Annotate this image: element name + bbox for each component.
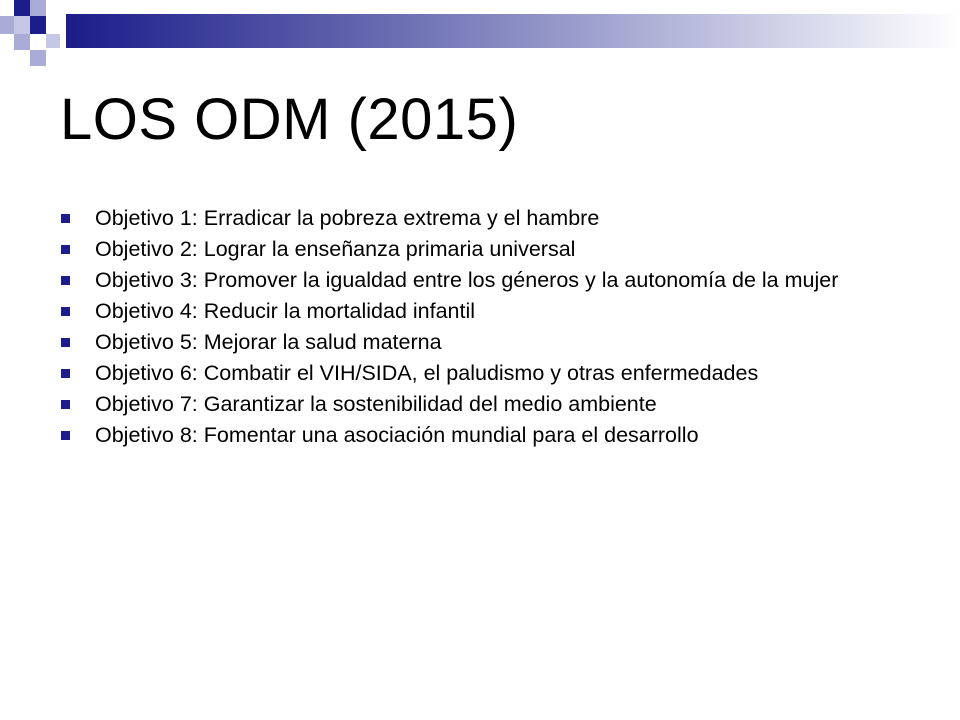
corner-square-light-4 <box>46 34 60 48</box>
list-item <box>60 332 900 353</box>
square-bullet-icon <box>61 214 70 223</box>
bullet-text: Objetivo 7: Garantizar la sostenibilidad del medio ambiente <box>95 392 657 416</box>
slide-title: LOS ODM (2015) <box>60 87 519 152</box>
list-item <box>60 363 900 384</box>
corner-square-mid-1 <box>14 16 30 34</box>
square-bullet-icon <box>61 400 70 409</box>
corner-square-dark-2 <box>30 16 46 34</box>
square-bullet-icon <box>61 276 70 285</box>
list-item <box>60 270 900 291</box>
list-item <box>60 301 900 322</box>
bullet-text: Objetivo 4: Reducir la mortalidad infantil <box>95 299 476 323</box>
list-item <box>60 239 900 260</box>
square-bullet-icon <box>61 431 70 440</box>
square-bullet-icon <box>61 369 70 378</box>
corner-square-light-1 <box>30 0 46 16</box>
square-bullet-icon <box>61 245 70 254</box>
bullet-text: Objetivo 8: Fomentar una asociación mundial para el desarrollo <box>95 423 699 447</box>
square-bullet-icon <box>61 338 70 347</box>
square-bullet-icon <box>61 307 70 316</box>
list-item <box>60 208 900 229</box>
bullet-text: Objetivo 3: Promover la igualdad entre los géneros y la autonomía de la mujer <box>95 268 839 292</box>
header-gradient-band <box>66 14 960 48</box>
bullet-list <box>60 208 900 456</box>
corner-square-dark-1 <box>14 0 30 16</box>
list-item <box>60 394 900 415</box>
bullet-text: Objetivo 2: Lograr la enseñanza primaria universal <box>95 237 576 261</box>
corner-square-light-3 <box>14 34 30 50</box>
corner-square-light-5 <box>30 50 46 66</box>
bullet-text: Objetivo 6: Combatir el VIH/SIDA, el paludismo y otras enfermedades <box>95 361 759 385</box>
bullet-text: Objetivo 5: Mejorar la salud materna <box>95 330 442 354</box>
bullet-text: Objetivo 1: Erradicar la pobreza extrema y el hambre <box>95 206 600 230</box>
list-item <box>60 425 900 446</box>
corner-square-light-2 <box>0 16 14 34</box>
